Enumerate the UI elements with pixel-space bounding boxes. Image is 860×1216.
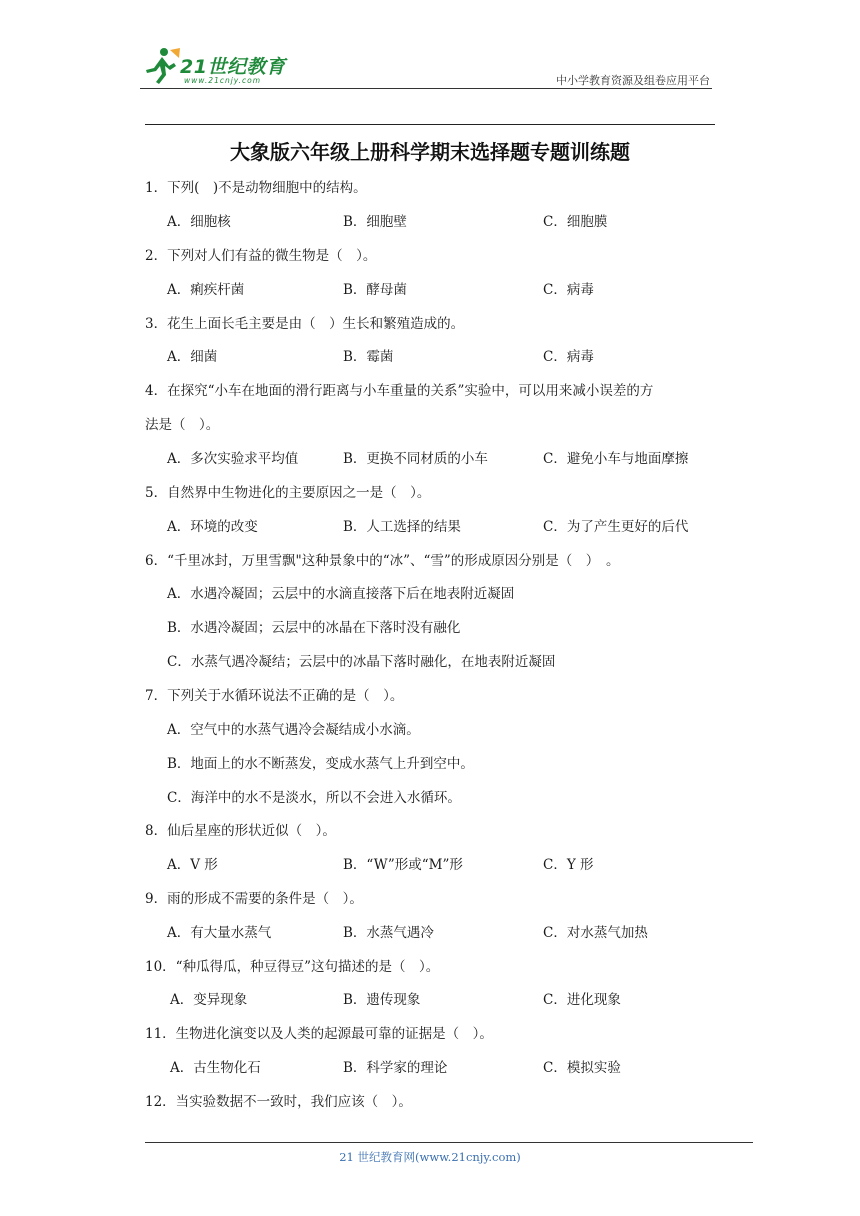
option-b: B．水遇冷凝固；云层中的冰晶在下落时没有融化 [167, 620, 461, 636]
option-a: A．古生物化石 [170, 1060, 261, 1076]
option-c: C．病毒 [543, 282, 594, 298]
question-stem: 4．在探究“小车在地面的滑行距离与小车重量的关系”实验中，可以用来减小误差的方 [145, 383, 654, 399]
option-b: B．地面上的水不断蒸发，变成水蒸气上升到空中。 [167, 756, 474, 772]
option-a: A．痢疾杆菌 [167, 282, 245, 298]
question-stem: 3．花生上面长毛主要是由（ ）生长和繁殖造成的。 [145, 316, 465, 332]
title-divider [145, 124, 715, 125]
option-c: C．对水蒸气加热 [543, 925, 648, 941]
question-stem: 1．下列( )不是动物细胞中的结构。 [145, 180, 367, 196]
footer-divider [145, 1142, 753, 1143]
header-divider [140, 88, 712, 89]
option-b: B．细胞壁 [343, 214, 407, 230]
question-stem: 5．自然界中生物进化的主要原因之一是（ ）。 [145, 485, 431, 501]
question-stem: 8．仙后星座的形状近似（ ）。 [145, 823, 336, 839]
option-b: B．水蒸气遇冷 [343, 925, 434, 941]
option-b: B．酵母菌 [343, 282, 407, 298]
runner-logo-icon [140, 46, 182, 86]
option-b: B．“W”形或“M”形 [343, 857, 463, 873]
option-a: A．V 形 [167, 857, 218, 873]
option-b: B．科学家的理论 [343, 1060, 448, 1076]
page-title: 大象版六年级上册科学期末选择题专题训练题 [230, 140, 630, 164]
question-stem: 7．下列关于水循环说法不正确的是（ ）。 [145, 688, 404, 704]
logo-url: www.21cnjy.com [184, 76, 262, 85]
option-a: A．环境的改变 [167, 519, 258, 535]
footer-text: 21 世纪教育网(www.21cnjy.com) [339, 1150, 521, 1164]
question-stem: 2．下列对人们有益的微生物是（ ）。 [145, 248, 377, 264]
question-stem: 11．生物进化演变以及人类的起源最可靠的证据是（ ）。 [145, 1026, 493, 1042]
option-c: C．水蒸气遇冷凝结；云层中的冰晶下落时融化，在地表附近凝固 [167, 654, 556, 670]
question-stem-continued: 法是（ ）。 [145, 417, 220, 433]
option-a: A．细胞核 [167, 214, 231, 230]
question-stem: 9．雨的形成不需要的条件是（ ）。 [145, 891, 363, 907]
logo [140, 46, 315, 86]
option-b: B．霉菌 [343, 349, 394, 365]
option-a: A．变异现象 [170, 992, 248, 1008]
question-stem: 12．当实验数据不一致时，我们应该（ ）。 [145, 1094, 412, 1110]
option-c: C．避免小车与地面摩擦 [543, 451, 689, 467]
option-a: A．空气中的水蒸气遇冷会凝结成小水滴。 [167, 722, 420, 738]
option-a: A．有大量水蒸气 [167, 925, 272, 941]
option-c: C．进化现象 [543, 992, 621, 1008]
option-c: C．为了产生更好的后代 [543, 519, 689, 535]
header-tagline: 中小学教育资源及组卷应用平台 [556, 74, 710, 87]
logo-text: 21世纪教育 [180, 56, 286, 78]
page-header [140, 40, 712, 92]
option-b: B．遗传现象 [343, 992, 421, 1008]
question-stem: 10．“种瓜得瓜，种豆得豆”这句描述的是（ ）。 [145, 959, 440, 975]
option-c: C．海洋中的水不是淡水，所以不会进入水循环。 [167, 790, 461, 806]
option-c: C．细胞膜 [543, 214, 608, 230]
option-a: A．水遇冷凝固；云层中的水滴直接落下后在地表附近凝固 [167, 586, 515, 602]
option-b: B．人工选择的结果 [343, 519, 461, 535]
option-c: C．模拟实验 [543, 1060, 621, 1076]
question-stem: 6．“千里冰封，万里雪飘"这种景象中的“冰”、“雪”的形成原因分别是（ ） 。 [145, 553, 620, 569]
option-b: B．更换不同材质的小车 [343, 451, 488, 467]
option-c: C．Y 形 [543, 857, 594, 873]
option-a: A．多次实验求平均值 [167, 451, 299, 467]
option-c: C．病毒 [543, 349, 594, 365]
option-a: A．细菌 [167, 349, 218, 365]
